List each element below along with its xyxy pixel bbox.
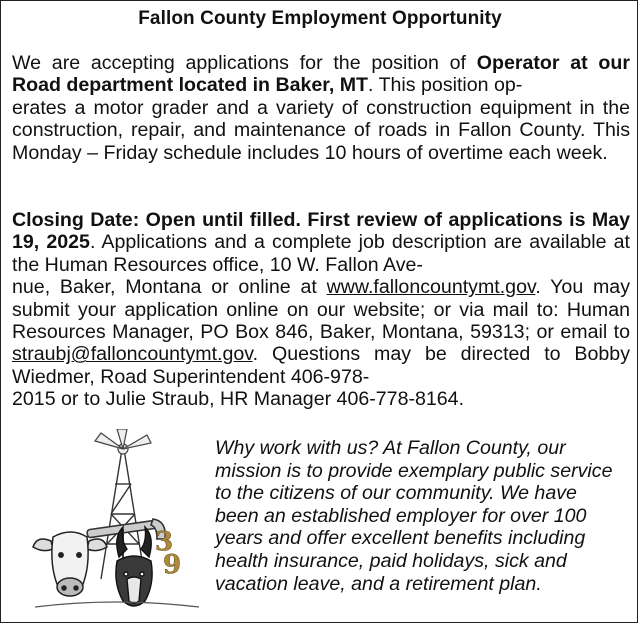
cow-head-icon — [33, 532, 107, 596]
logo-number-9: 9 — [163, 550, 182, 580]
application-text-b: nue, Baker, Montana or online at — [12, 276, 327, 299]
why-work-text: Why work with us? At Fallon County, our mission is to provide exemplary public service to the citizens of our community. We have been an established employer for over 100 years and offer excellent benefits including health insurance, paid holidays, sick and vacation leave, and a retirement plan. — [215, 437, 613, 595]
ground-line — [35, 602, 199, 607]
application-text-a: . Applications and a complete job description are available at the Human Resources office, 10 W. Fallon Ave- — [12, 231, 630, 276]
email-link[interactable]: straubj@falloncountymt.gov — [12, 343, 253, 366]
windmill-icon — [95, 429, 151, 454]
ad-title: Fallon County Employment Opportunity — [138, 8, 502, 29]
website-link[interactable]: www.falloncountymt.gov — [326, 276, 536, 299]
position-title: Operator at our Road department located in Baker, MT — [12, 52, 630, 97]
position-body-2: erates a motor grader and a variety of construction equipment in the construction, repair, and maintenance of roads in Fallon County. This Monday – Friday schedule includes 10 hours of overtime each week. — [12, 96, 630, 164]
county-logo — [31, 429, 203, 615]
application-text-d: . Questions may be directed to Bobby Wiedmer, Road Superintendent 406-978- — [12, 343, 630, 388]
application-paragraph — [12, 209, 630, 411]
position-paragraph — [12, 52, 630, 164]
closing-date: Closing Date: Open until filled. First review of applications is May 19, 2025 — [12, 209, 630, 254]
application-text-c: . You may submit your application online on our website; or via mail to: Human Resources Manager, PO Box 846, Baker, Montana, 59313; or email to — [12, 276, 631, 344]
position-body-1: . This position op- — [368, 74, 523, 97]
application-text-e: 2015 or to Julie Straub, HR Manager 406-778-8164. — [12, 388, 465, 411]
intro-text: We are accepting applications for the position of — [12, 52, 477, 74]
logo-number-3: 3 — [155, 527, 174, 557]
